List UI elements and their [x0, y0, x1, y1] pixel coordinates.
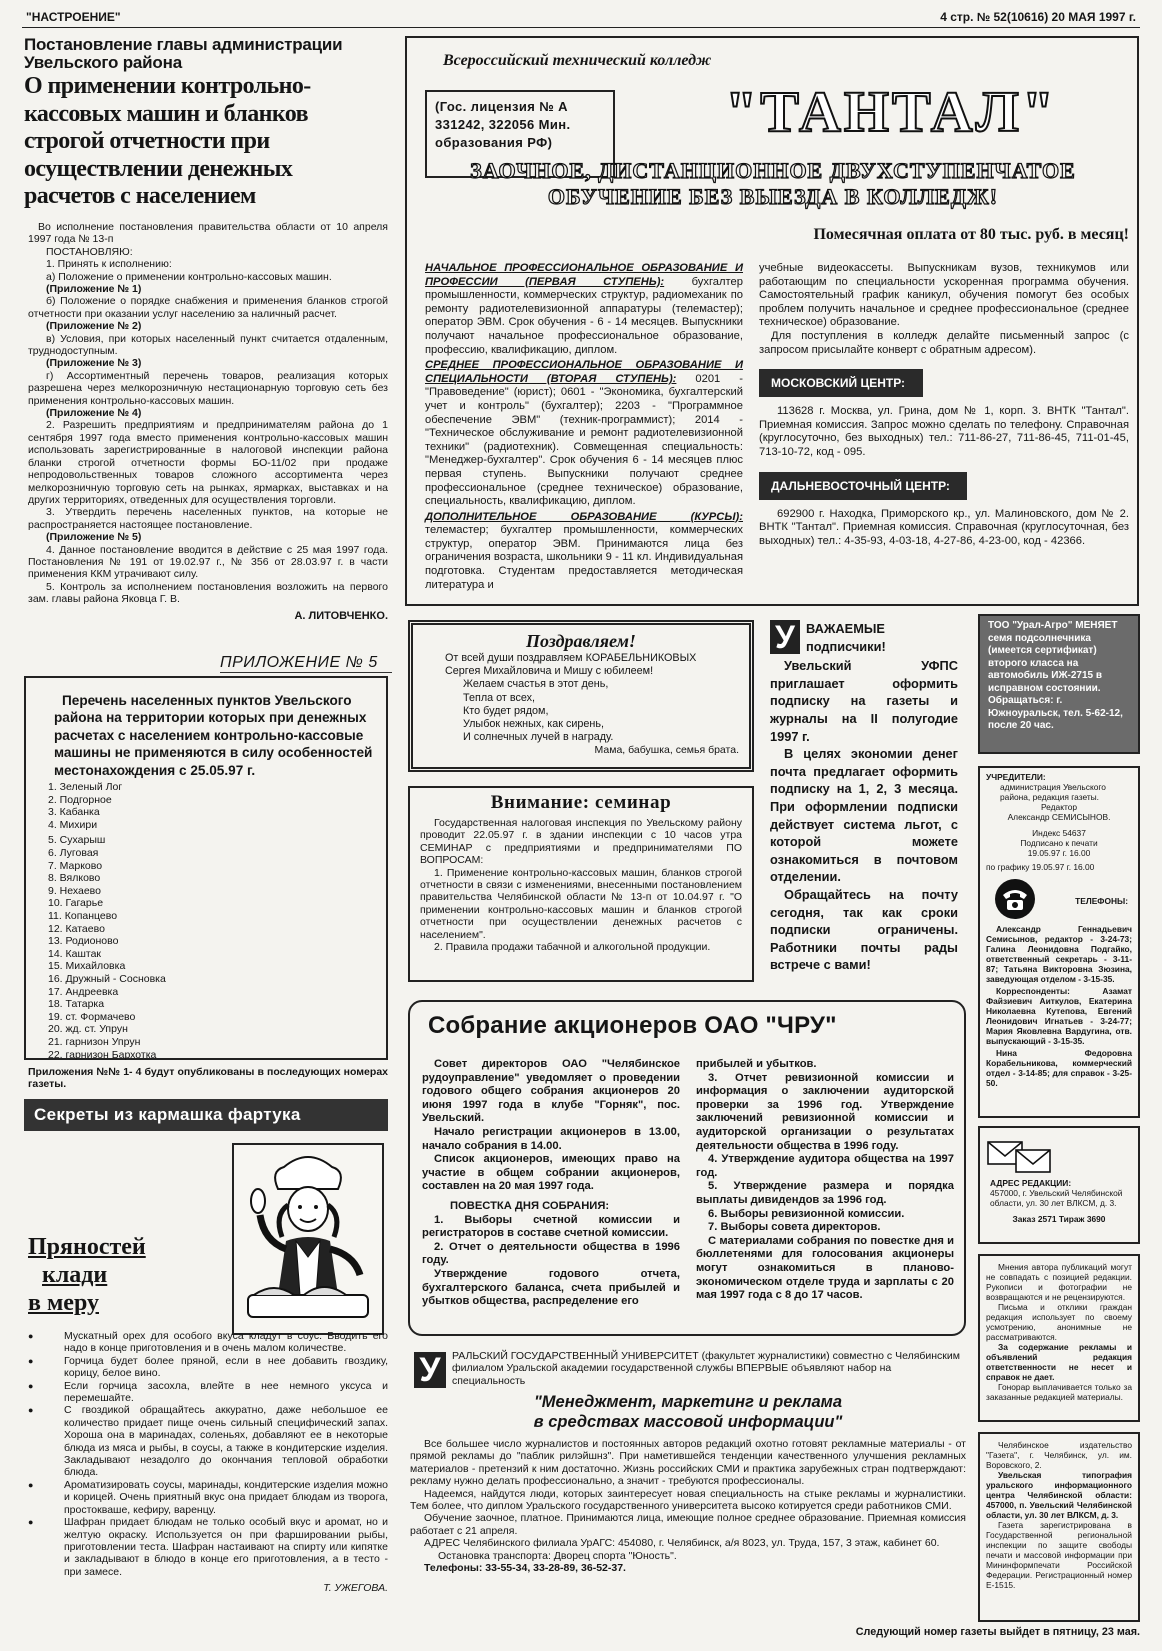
- list-item: ● Ароматизировать соусы, маринады, кондитерские изделия можно и корицей. Очень приятный вкус она придает блюдам из творога, простокваше, кефиру, варенцу.: [24, 1479, 388, 1516]
- level-2-text: 0201 - "Правоведение" (юрист); 0601 - "Экономика, бухгалтерский учет и контроль" (бухгалтер); 2203 - "Программное обеспечение ЭВМ" (техник-программист); 2014 - "Техническое обслуживание и ремонт радиотелевизионной техники" (радиотехник). Совмещенная специальность: "Менеджер-бухгалтер". Срок обучения 6 - 14 месяцев плюс первая ступень. Выпускники получают среднее профессиональное (среднее техническое) образование, специальность, квалификацию, диплом.: [425, 372, 743, 508]
- list-item: 11. Копанцево: [48, 909, 118, 922]
- university-title-2: в средствах массовой информации": [533, 1413, 843, 1431]
- decree-paragraph: 3. Утвердить перечень населенных пунктов, на которые не распространяется настоящее постановление.: [28, 506, 388, 531]
- decree-article: [24, 36, 388, 622]
- subscription-text: Обращайтесь на почту сегодня, так как сроки подписки ограничены. Работники почты рады встрече с вами!: [770, 886, 958, 973]
- decree-paragraph: б) Положение о порядке снабжения и применения бланков строгой отчетности при оказании услуг населению за наличный расчет.: [28, 295, 388, 320]
- chef-illustration: [232, 1143, 384, 1335]
- congrats-line: Тепла от всех,: [463, 691, 536, 704]
- congrats-title: Поздравляем!: [526, 631, 636, 651]
- subscription-text: Увельский УФПС приглашает оформить подписку на газеты и журналы на II полугодие 1997 г.: [770, 658, 958, 744]
- far-east-center-address: 692900 г. Находка, Приморского кр., ул. Малиновского, дом № 2. ВНТК "Тантал". Приемная комиссия. Справочная (круглосуточная, без выходных) тел.: 4-35-93, 4-03-18, 4-27-86, 4-23-00, код - 42366.: [759, 507, 1129, 547]
- editor-label: Редактор: [1040, 802, 1078, 812]
- list-item: 3. Кабанка: [48, 806, 100, 819]
- envelope-icon: [986, 1134, 1056, 1176]
- list-item: 2. Подгорное: [48, 793, 112, 806]
- agenda-item: 5. Утверждение размера и порядка выплаты дивидендов за 1996 год.: [696, 1180, 954, 1206]
- spices-title-line: клади: [42, 1262, 108, 1288]
- list-item: 20. жд. ст. Упрун: [48, 1023, 128, 1036]
- dropcap: У: [414, 1352, 446, 1388]
- editor-name: Александр СЕМИСЫНОВ.: [1007, 812, 1111, 822]
- list-item: ● Шафран придает блюдам не только особый вкус и аромат, но и желтую окраску. Используется он при фаршировании рыбы, приготовлении теста. Шафран настаивают на спирту или кипятке и закладывают в блюдо в конце его приготовления, а в тесто - при замесе.: [24, 1516, 388, 1578]
- university-ad: [408, 1346, 968, 1626]
- address-label: АДРЕС РЕДАКЦИИ:: [990, 1178, 1072, 1188]
- dropcap: У: [770, 620, 800, 654]
- congrats-line: Сергея Михайловича и Мишу с юбилеем!: [445, 665, 654, 678]
- address-text: 457000, г. Увельский Челябинской области, ул. 30 лет ВЛКСМ, д. 3.: [990, 1188, 1123, 1208]
- congrats-signature: Мама, бабушка, семья брата.: [594, 744, 739, 757]
- list-item: 18. Татарка: [48, 998, 105, 1011]
- decree-paragraph: 5. Контроль за исполнением постановления возложить на первого зам. главы района Яковца Г. В.: [28, 580, 388, 606]
- agenda-label: ПОВЕСТКА ДНЯ СОБРАНИЯ:: [450, 1199, 610, 1212]
- correspondents: Корреспонденты: Азамат Файзиевич Аиткулов, Екатерина Николаевна Кутепова, Евгений Леонидович Игнатьев - 3-24-77; Мария Яковлевна Вардугина, отв. выпускающий - 3-15-35.: [986, 986, 1132, 1046]
- order-circulation: Заказ 2571 Тираж 3690: [1012, 1214, 1106, 1224]
- agenda-item: 7. Выборы совета директоров.: [708, 1221, 881, 1234]
- college-info: учебные видеокассеты. Выпускникам вузов, техникумов или работающим по специальности ускоренная программа обучения. Самостоятельный график каникул, обучения помогут без особых проблем получить начальное и среднее профессиональное (среднее техническое) образование.: [759, 262, 1129, 329]
- decree-appendix-ref: (Приложение № 2): [46, 320, 142, 333]
- decree-paragraph: в) Условия, при которых населенный пункт считается отдаленным, труднодоступным.: [28, 332, 388, 358]
- appendix-label: ПРИЛОЖЕНИЕ № 5: [220, 654, 392, 673]
- disclaimer-text: Гонорар выплачивается только за заказанные редакцией материалы.: [986, 1382, 1132, 1402]
- congrats-poem: [423, 652, 739, 744]
- college-request: Для поступления в колледж делайте письменный запрос (с запросом присылайте конверт с обратным адресом).: [759, 329, 1129, 356]
- list-item: ● С гвоздикой обращайтесь аккуратно, даже небольшое ее количество придает пище очень сильный специфический запах. Хороша она в маринадах, соленьях, добавляют ее в некоторые блюда из мяса и рыбы, в соусы, а также в кондитерские изделия. Закладывают незадолго до окончания тепловой обработки блюда.: [24, 1404, 388, 1478]
- list-item: 15. Михайловка: [48, 960, 126, 973]
- decree-appendix-ref: (Приложение № 4): [46, 407, 142, 420]
- disclaimer-text: Письма и отклики граждан редакция использует по своему усмотрению, анонимные не рассматриваются.: [986, 1302, 1132, 1342]
- staff-phones: Александр Геннадьевич Семисынов, редактор - 3-24-73; Галина Леонидовна Подгайко, ответственный секретарь - 3-11-87; Татьяна Викторовна Зюзина, заведующая отделом - 3-15-35.: [986, 924, 1132, 984]
- payment-line: Помесячная оплата от 80 тыс. руб. в месяц!: [813, 226, 1129, 243]
- agenda-item: Утверждение годового отчета, бухгалтерского баланса, счета прибылей и убытков общества, распределение его: [422, 1267, 680, 1308]
- university-text: Остановка транспорта: Дворец спорта "Юность".: [438, 1549, 677, 1562]
- list-item: 21. гарнизон Упрун: [48, 1035, 141, 1048]
- license-box: (Гос. лицензия № А 331242, 322056 Мин. образования РФ): [425, 90, 615, 178]
- schedule-line: по графику 19.05.97 г. 16.00: [986, 862, 1095, 872]
- subscription-body: [770, 657, 958, 974]
- list-item: 5. Сухарыш: [48, 834, 106, 847]
- agenda-item: С материалами собрания по повестке дня и бюллетенями для голосования акционеры могут ознакомиться в планово-экономическом отделе труда и зарплаты с 20 мая 1997 года с 8 до 17 часов.: [696, 1234, 954, 1302]
- list-item: 16. Дружный - Сосновка: [48, 972, 166, 985]
- college-name: "ТАНТАЛ": [725, 79, 1058, 144]
- university-body: [410, 1438, 966, 1574]
- university-text: Надеемся, найдутся люди, которых заинтересует новая специальность на стыке рекламы и журналистики. Тем более, что диплом Уральского государственного университета высоко котируется среди работников СМИ.: [410, 1487, 966, 1513]
- list-item: 4. Михири: [48, 818, 98, 831]
- chef-icon: [234, 1145, 382, 1333]
- seminar-item: 2. Правила продажи табачной и алкогольной продукции.: [434, 941, 711, 954]
- agenda-item: 1. Выборы счетной комиссии и регистраторов в составе счетной комиссии.: [422, 1213, 680, 1240]
- agenda-item: 4. Утверждение аудитора общества на 1997 год.: [696, 1153, 954, 1179]
- appendix-title: Перечень населенных пунктов Увельского района на территории которых при денежных расчетах с населением контрольно-кассовые машины не применяются в силу особенностей местонахождения с 25.05.97 г.: [54, 693, 373, 778]
- decree-paragraph: ПОСТАНОВЛЯЮ:: [46, 245, 133, 258]
- list-item: 1. Зеленый Лог: [48, 781, 123, 794]
- seminar-title: Внимание: семинар: [490, 792, 672, 813]
- congrats-line: От всей души поздравляем КОРАБЕЛЬНИКОВЫХ: [445, 652, 697, 664]
- college-ad: [405, 36, 1139, 606]
- decree-paragraph: Во исполнение постановления правительства области от 10 апреля 1997 года № 13-п: [28, 220, 388, 246]
- printer-text: Увельская типография уральского информационного центра Челябинской области: 457000, п. Увельский Челябинской области, ул. 30 лет ВЛКСМ, д. 3.: [986, 1470, 1132, 1520]
- printer-text: Челябинское издательство "Газета", г. Челябинск, ул. им. Воровского, 2.: [986, 1440, 1132, 1470]
- moscow-center-label: МОСКОВСКИЙ ЦЕНТР:: [759, 369, 923, 397]
- ural-agro-ad: ТОО "Урал-Агро" МЕНЯЕТ семя подсолнечника (имеется сертификат) второго класса на автомобиль ИЖ-2715 в исправном состоянии. Обращаться: г. Южноуральск, тел. 5-62-12, после 20 час.: [978, 614, 1140, 754]
- shareholders-text: Совет директоров ОАО "Челябинское рудоуправление" уведомляет о проведении годового общего собрания акционеров 20 июня 1997 года в клубе "Горняк", пос. Увельский.: [422, 1058, 680, 1125]
- decree-paragraph: г) Ассортиментный перечень товаров, реализация которых разрешена через мелкорозничную нестационарную торговую сеть без применения контрольно-кассовых машин.: [28, 369, 388, 407]
- subscription-text: В целях экономии денег почта предлагает оформить подписку на 1, 2, 3 месяца. При оформлении подписки действует система льгот, с которой можете ознакомиться в почтовом отделении.: [770, 746, 958, 885]
- founders-box: [978, 766, 1140, 1118]
- decree-body: [24, 221, 388, 606]
- congrats-line: Желаем счастья в этот день,: [463, 678, 609, 691]
- list-item: 7. Марково: [48, 859, 103, 872]
- list-item: 10. Гагарье: [48, 897, 104, 910]
- list-item: 8. Вялково: [48, 872, 101, 885]
- subscription-greeting: ВАЖАЕМЫЕ подписчики!: [806, 621, 886, 654]
- decree-kicker: Постановление главы администрации Увельского района: [24, 35, 343, 72]
- far-east-center-label: ДАЛЬНЕВОСТОЧНЫЙ ЦЕНТР:: [759, 472, 967, 500]
- slogan-line-2: ОБУЧЕНИЕ БЕЗ ВЫЕЗДА В КОЛЛЕДЖ!: [547, 184, 999, 209]
- places-list: [26, 781, 386, 831]
- disclaimer-text: За содержание рекламы и объявлений редакция ответственности не несет и справок не дает.: [986, 1342, 1132, 1382]
- university-text: Все большее число журналистов и постоянных авторов редакций охотно готовят рекламные материалы - от прямой рекламы до "паблик рилэйшнз". При наметившейся тенденции качественного улучшения рекламных материалов - претензий к ним достаточно. Жизнь российских СМИ и практика зарубежных стран подтверждают: рекламу нужно делать профессионально, а значит - требуются профессионалы.: [410, 1438, 966, 1488]
- college-col-left: [425, 262, 743, 592]
- page-header: [22, 8, 1140, 28]
- college-col-right: [759, 262, 1129, 548]
- printer-box: [978, 1432, 1140, 1622]
- level-2-title: СРЕДНЕЕ ПРОФЕССИОНАЛЬНОЕ ОБРАЗОВАНИЕ И СПЕЦИАЛЬНОСТИ (ВТОРАЯ СТУПЕНЬ):: [425, 359, 743, 385]
- shareholders-text: Список акционеров, имеющих право на участие в общем собрании акционеров, составлен на 20 мая 1997 года.: [422, 1153, 680, 1193]
- shareholders-text: прибылей и убытков.: [696, 1058, 817, 1070]
- list-item: 19. ст. Формачево: [48, 1010, 136, 1023]
- level-1-text: бухгалтер промышленности, коммерческих структур, радиомеханик по ремонту радиотелевизионной аппаратуры (телемастер); оператор ЭВМ. Срок обучения - 6 - 14 месяцев. Выпускники получают начальное профессиональное образование, профессию, квалификацию, диплом.: [425, 275, 744, 356]
- signed-label: Подписано к печати: [1020, 838, 1098, 848]
- decree-appendix-ref: (Приложение № 3): [46, 357, 142, 370]
- signed-date: 19.05.97 г. 16.00: [1027, 848, 1091, 858]
- spices-title: [28, 1233, 218, 1317]
- university-phones: Телефоны: 33-55-34, 33-28-89, 36-52-37.: [424, 1562, 626, 1575]
- seminar-intro: Государственная налоговая инспекция по Увельскому району проводит 22.05.97 г. в здании инспекции с 10 часов утра СЕМИНАР с предприятиями и предпринимателями ПО ВОПРОСАМ:: [420, 817, 742, 867]
- spices-title-line: Пряностей: [28, 1234, 146, 1260]
- university-text: АДРЕС Челябинского филиала УрАГС: 454080, г. Челябинск, а/я 8023, ул. Труда, 157, 3 этаж, кабинет 60.: [424, 1537, 940, 1550]
- congrats-line: И солнечных лучей в награду.: [463, 731, 614, 744]
- congrats-line: Улыбок нежных, как сирень,: [463, 718, 605, 731]
- decree-paragraph: а) Положение о применении контрольно-кассовых машин.: [46, 270, 332, 283]
- seminar-item: 1. Применение контрольно-кассовых машин, бланков строгой отчетности в связи с изменениями, внесенными постановлением правительства Челябинской области № 13-п от 10.04.97 г. "О применении контрольно-кассовых машин и бланков строгой отчетности при осуществлении денежных расчетов с населением".: [420, 866, 742, 941]
- phones-header: [986, 878, 1132, 924]
- founders-text: администрация Увельского района, редакция газеты.: [1000, 782, 1106, 802]
- spices-tips: [24, 1330, 388, 1595]
- issue-info: 4 стр. № 52(10616) 20 МАЯ 1997 г.: [940, 10, 1136, 24]
- appendix-note: Приложения №№ 1- 4 будут опубликованы в последующих номерах газеты.: [28, 1066, 388, 1091]
- list-item: 17. Андреевка: [48, 985, 119, 998]
- index-line: Индекс 54637: [1032, 828, 1086, 838]
- founders-label: УЧРЕДИТЕЛИ:: [986, 772, 1046, 782]
- congrats-line: Кто будет рядом,: [463, 704, 549, 717]
- shareholders-col-1: [422, 1058, 680, 1309]
- university-text: Обучение заочное, платное. Принимаются лица, имеющие полное среднее образование. Приемная комиссия работает с 21 апреля.: [410, 1512, 966, 1537]
- decree-appendix-ref: (Приложение № 5): [46, 531, 142, 544]
- college-head: Всероссийский технический колледж: [443, 52, 712, 69]
- spices-list: [24, 1330, 388, 1578]
- decree-paragraph: 1. Принять к исполнению:: [46, 258, 172, 271]
- agenda-item: 2. Отчет о деятельности общества в 1996 году.: [422, 1240, 680, 1267]
- seminar-box: [408, 786, 754, 982]
- decree-appendix-ref: (Приложение № 1): [46, 283, 142, 295]
- phones-label: ТЕЛЕФОНЫ:: [1075, 896, 1128, 906]
- decree-title: О применении контрольно-кассовых машин и бланков строгой отчетности при осуществлении денежных расчетов с населением: [24, 73, 311, 210]
- seminar-body: [420, 817, 742, 953]
- university-intro: РАЛЬСКИЙ ГОСУДАРСТВЕННЫЙ УНИВЕРСИТЕТ (факультет журналистики) совместно с Челябинским филиалом Уральской академии государственной службы ВПЕРВЫЕ объявляют набор на специальность: [452, 1350, 960, 1387]
- spices-author: Т. УЖЕГОВА.: [323, 1582, 388, 1595]
- disclaimer-box: [978, 1254, 1140, 1422]
- level-1-title: НАЧАЛЬНОЕ ПРОФЕССИОНАЛЬНОЕ ОБРАЗОВАНИЕ И ПРОФЕССИИ (ПЕРВАЯ СТУПЕНЬ):: [425, 262, 743, 288]
- list-item: 6. Луговая: [48, 847, 99, 859]
- university-title-1: "Менеджмент, маркетинг и реклама: [533, 1393, 843, 1411]
- list-item: 14. Каштак: [48, 947, 102, 960]
- telephone-icon: [994, 878, 1036, 920]
- shareholders-title: Собрание акционеров ОАО "ЧРУ": [428, 1012, 837, 1039]
- level-3-text: телемастер; бухгалтер промышленности, коммерческих структур, оператор ЭВМ. Принимаются лица без ограничения возраста, школьники 9 - 11 кл. Индивидуальная подготовка. Студентам предоставляется методическая литература и: [425, 524, 743, 591]
- list-item: 13. Родионово: [48, 935, 119, 948]
- decree-paragraph: 2. Разрешить предприятиям и предпринимателям района до 1 сентября 1997 года вместо применения контрольно-кассовых машин использовать зарегистрированные в налоговой инспекции района бланки строгой отчетности формы БО-11/02 при продаже непродовольственных товаров сложного ассортимента через мелкорозничную торговую сеть на рынках, ярмарках, выставках и на других территориях, отведенных для осуществления торговли.: [28, 419, 388, 506]
- disclaimer-text: Мнения автора публикаций могут не совпадать с позицией редакции. Рукописи и фотографии не возвращаются и не рецензируются.: [986, 1262, 1132, 1302]
- level-3-title: ДОПОЛНИТЕЛЬНОЕ ОБРАЗОВАНИЕ (КУРСЫ):: [425, 510, 743, 523]
- newspaper-name: "НАСТРОЕНИЕ": [26, 10, 121, 24]
- list-item: ● Мускатный орех для особого вкуса кладут в соус. Вводить его надо в конце приготовления и в очень малом количестве.: [24, 1330, 388, 1355]
- list-item: ● Если горчица засохла, влейте в нее немного уксуса и перемешайте.: [24, 1380, 388, 1405]
- shareholders-text: Начало регистрации акционеров в 13.00, начало собрания в 14.00.: [422, 1125, 680, 1152]
- secrets-banner: Секреты из кармашка фартука: [24, 1099, 388, 1131]
- list-item: 12. Катаево: [48, 922, 105, 935]
- appendix-5-box: [24, 676, 388, 1060]
- decree-signature: А. ЛИТОВЧЕНКО.: [294, 609, 388, 622]
- shareholders-col-2: [696, 1058, 954, 1303]
- address-box: [978, 1126, 1140, 1244]
- slogan-line-1: ЗАОЧНОЕ, ДИСТАНЦИОННОЕ ДВУХСТУПЕНЧАТОЕ: [470, 158, 1076, 183]
- decree-paragraph: 4. Данное постановление вводится в действие с 25 мая 1997 года. Постановления № 191 от 19.02.97 г., № 356 от 28.03.97 г. в части применения ККМ утрачивают силу.: [28, 543, 388, 581]
- list-item: 9. Нехаево: [48, 884, 101, 897]
- moscow-center-address: 113628 г. Москва, ул. Грина, дом № 1, корп. 3. ВНТК "Тантал". Приемная комиссия. Запрос можно сделать по телефону. Справочная (круглосуточно, без выходных) тел.: 711-86-27, 711-86-45, 711-01-45, 713-10-72, код - 095.: [759, 405, 1129, 458]
- shareholders-meeting: [408, 1000, 966, 1336]
- commercial-dept: Нина Федоровна Корабельникова, коммерческий отдел - 3-14-85; для справок - 3-25-50.: [986, 1048, 1132, 1088]
- agenda-item: 6. Выборы ревизионной комиссии.: [708, 1207, 905, 1220]
- congrats-box: [408, 620, 754, 772]
- list-item: ● Горчица будет более пряной, если в нее добавить гвоздику, корицу, белое вино.: [24, 1355, 388, 1380]
- agenda-item: 3. Отчет ревизионной комиссии и информация о заключении аудиторской проверки за 1996 год. Утверждение заключений ревизионной комиссии и аудиторской организации о результатах деятельности общества в 1996 году.: [696, 1071, 954, 1152]
- subscription-notice: [770, 620, 958, 974]
- list-item: 22. гарнизон Бархотка: [48, 1048, 157, 1061]
- places-list: [26, 834, 386, 1061]
- spices-title-line: в меру: [28, 1290, 99, 1316]
- printer-text: Газета зарегистрирована в Государственной региональной инспекции по защите свободы печати и массовой информации при Мининформпечати Российской Федерации. Регистрационный номер Е-1515.: [986, 1520, 1132, 1590]
- next-issue: Следующий номер газеты выйдет в пятницу, 23 мая.: [855, 1626, 1140, 1638]
